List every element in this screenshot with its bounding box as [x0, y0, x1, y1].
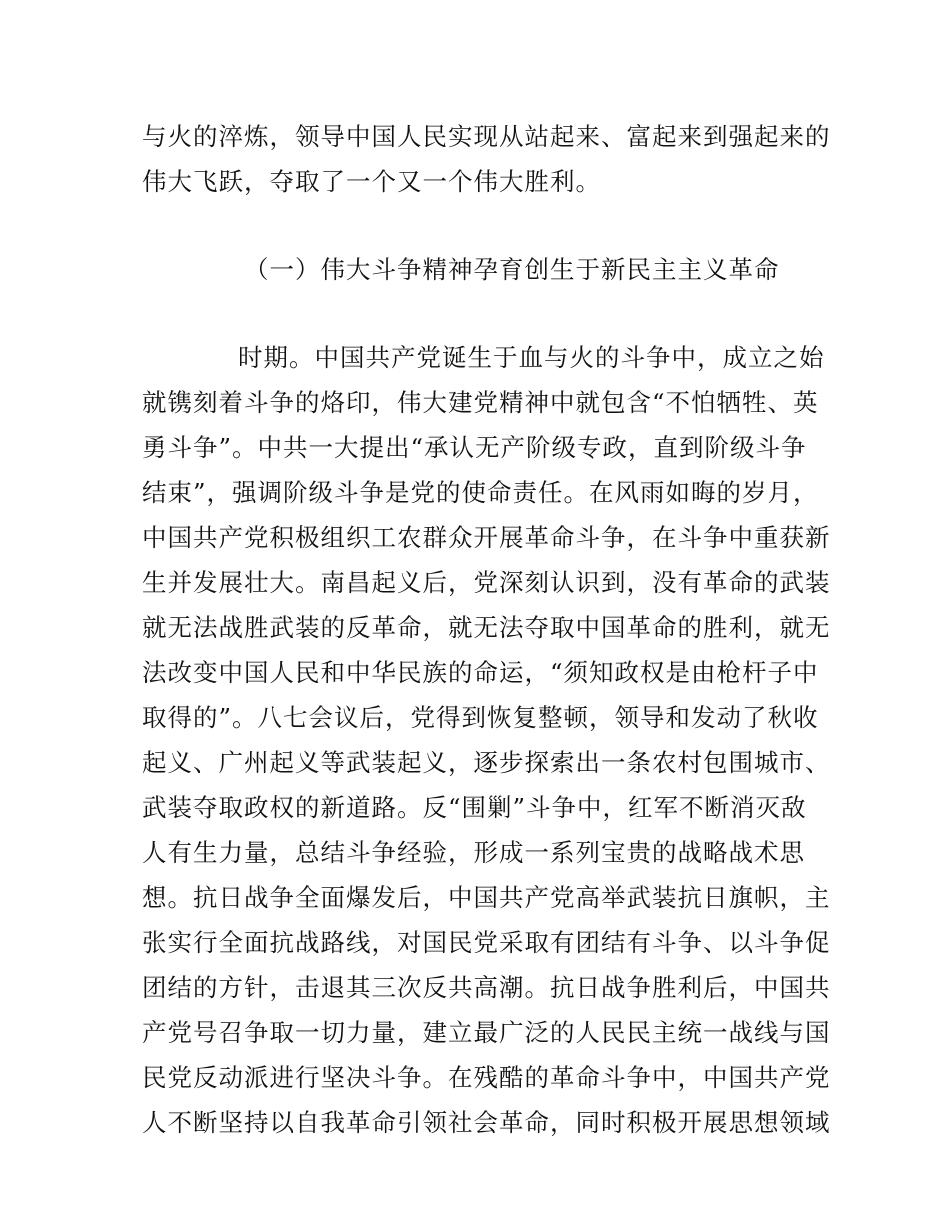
body-line-11: 武装夺取政权的新道路。反“围剿”斗争中，红军不断消灭敌	[142, 793, 807, 822]
intro-line-2: 伟大飞跃，夺取了一个又一个伟大胜利。	[142, 167, 601, 196]
body-line-17: 民党反动派进行坚决斗争。在残酷的革命斗争中，中国共产党	[142, 1063, 831, 1092]
body-line-2: 就镌刻着斗争的烙印，伟大建党精神中就包含“不怕牺牲、英	[142, 388, 819, 417]
body-line-5: 中国共产党积极组织工农群众开展革命斗争，在斗争中重获新	[142, 523, 831, 552]
body-line-12: 人有生力量，总结斗争经验，形成一系列宝贵的战略战术思	[142, 838, 805, 867]
body-line-3: 勇斗争”。中共一大提出“承认无产阶级专政，直到阶级斗争	[142, 433, 807, 462]
body-line-14: 张实行全面抗战路线，对国民党采取有团结有斗争、以斗争促	[142, 928, 831, 957]
body-line-16: 产党号召争取一切力量，建立最广泛的人民民主统一战线与国	[142, 1018, 831, 1047]
body-line-10: 起义、广州起义等武装起义，逐步探索出一条农村包围城市、	[142, 748, 831, 777]
body-line-13: 想。抗日战争全面爆发后，中国共产党高举武装抗日旗帜，主	[142, 883, 831, 912]
body-line-18: 人不断坚持以自我革命引领社会革命，同时积极开展思想领域	[142, 1108, 831, 1137]
body-line-9: 取得的”。八七会议后，党得到恢复整顿，领导和发动了秋收	[142, 703, 819, 732]
body-line-7: 就无法战胜武装的反革命，就无法夺取中国革命的胜利，就无	[142, 613, 831, 642]
body-line-4: 结束”，强调阶级斗争是党的使命责任。在风雨如晦的岁月，	[142, 478, 819, 507]
body-line-6: 生并发展壮大。南昌起义后，党深刻认识到，没有革命的武装	[142, 568, 831, 597]
section-heading: （一）伟大斗争精神孕育创生于新民主主义革命	[244, 255, 780, 284]
intro-line-1: 与火的淬炼，领导中国人民实现从站起来、富起来到强起来的	[142, 122, 831, 151]
body-line-8: 法改变中国人民和中华民族的命运，“须知政权是由枪杆子中	[142, 658, 819, 687]
body-line-15: 团结的方针，击退其三次反共高潮。抗日战争胜利后，中国共	[142, 973, 831, 1002]
body-line-1: 时期。中国共产党诞生于血与火的斗争中，成立之始	[238, 343, 825, 372]
